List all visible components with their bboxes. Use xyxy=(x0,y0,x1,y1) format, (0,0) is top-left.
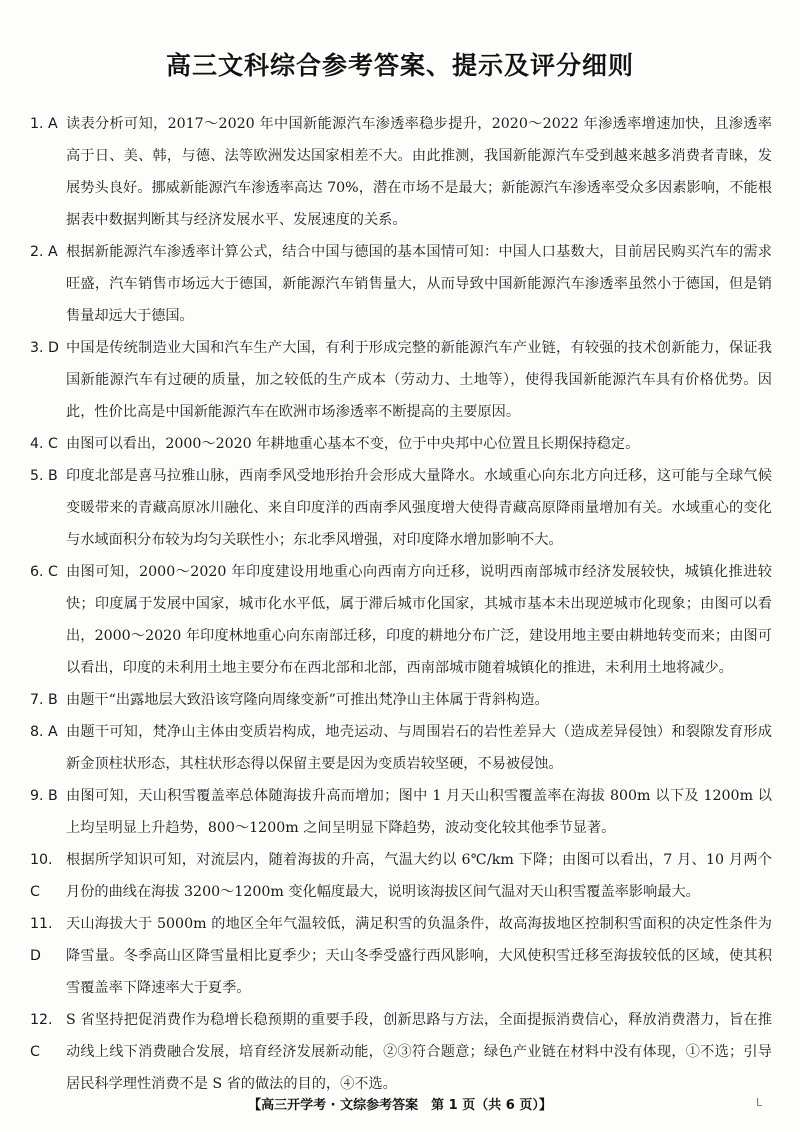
answer-item xyxy=(30,332,772,428)
answer-text: 根据所学知识可知，对流层内，随着海拔的升高，气温大约以 6℃/km 下降；由图可以看出，7 月、10 月两个月份的曲线在海拔 3200～1200m 变化幅度最大，说明该海拔区间气温对天山积雪覆盖率影响最大。 xyxy=(66,852,772,900)
answer-item xyxy=(30,556,772,684)
answer-text: 读表分析可知，2017～2020 年中国新能源汽车渗透率稳步提升，2020～2022 年渗透率增速加快，且渗透率高于日、美、韩，与德、法等欧洲发达国家相差不大。由此推测，我国新能源汽车受到越来越多消费者青睐，发展势头良好。挪威新能源汽车渗透率高达 70%，潜在市场不是最大；新能源汽车渗透率受众多因素影响，不能根据表中数据判断其与经济发展水平、发展速度的关系。 xyxy=(66,116,772,228)
answer-text: 由图可知，天山积雪覆盖率总体随海拔升高而增加；图中 1 月天山积雪覆盖率在海拔 800m 以下及 1200m 以上均呈明显上升趋势，800～1200m 之间呈明显下降趋势，波动变化较其他季节显著。 xyxy=(66,788,772,836)
answer-number: 2. A xyxy=(30,244,58,260)
answer-text: 印度北部是喜马拉雅山脉，西南季风受地形抬升会形成大量降水。水域重心向东北方向迁移，这可能与全球气候变暖带来的青藏高原冰川融化、来自印度洋的西南季风强度增大使得青藏高原降雨量增加有关。水域重心的变化与水域面积分布较为均匀关联性小；东北季风增强，对印度降水增加影响不大。 xyxy=(66,468,772,548)
answer-number: 12. C xyxy=(30,1012,53,1060)
page-footer: 【高三开学考 · 文综参考答案 第 1 页（共 6 页）】 xyxy=(248,1098,552,1113)
answer-item xyxy=(30,908,772,1004)
page-title: 高三文科综合参考答案、提示及评分细则 xyxy=(165,51,634,80)
answer-item xyxy=(30,236,772,332)
answer-number: 7. B xyxy=(30,692,58,708)
answer-number: 9. B xyxy=(30,788,58,804)
answer-item xyxy=(30,460,772,556)
answer-text: 根据新能源汽车渗透率计算公式，结合中国与德国的基本国情可知：中国人口基数大，目前居民购买汽车的需求旺盛，汽车销售市场远大于德国，新能源汽车销售量大，从而导致中国新能源汽车渗透率虽然小于德国，但是销售量却远大于德国。 xyxy=(66,244,772,324)
corner-mark: L xyxy=(756,1096,763,1109)
answer-text: 由图可以看出，2000～2020 年耕地重心基本不变，位于中央邦中心位置且长期保持稳定。 xyxy=(66,436,640,452)
answer-number: 10. C xyxy=(30,852,53,900)
answer-list xyxy=(30,108,772,1100)
answer-item xyxy=(30,108,772,236)
answer-number: 11. D xyxy=(30,916,53,964)
answer-number: 3. D xyxy=(30,340,59,356)
answer-item xyxy=(30,844,772,908)
answer-number: 5. B xyxy=(30,468,58,484)
answer-text: 由题干“出露地层大致沿该穹隆向周缘变新”可推出梵净山主体属于背斜构造。 xyxy=(66,692,549,708)
answer-number: 8. A xyxy=(30,724,58,740)
answer-text: S 省坚持把促消费作为稳增长稳预期的重要手段，创新思路与方法，全面提振消费信心，释放消费潜力，旨在推动线上线下消费融合发展，培育经济发展新动能，②③符合题意；绿色产业链在材料中没有体现，①不选；引导居民科学理性消费不是 S 省的做法的目的，④不选。 xyxy=(66,1012,772,1092)
answer-text: 天山海拔大于 5000m 的地区全年气温较低，满足积雪的负温条件，故高海拔地区控制积雪面积的决定性条件为降雪量。冬季高山区降雪量相比夏季少；天山冬季受盛行西风影响，大风使积雪迁移至海拔较低的区域，使其积雪覆盖率下降速率大于夏季。 xyxy=(66,916,772,996)
answer-number: 6. C xyxy=(30,564,58,580)
answer-number: 4. C xyxy=(30,436,58,452)
answer-item xyxy=(30,780,772,844)
answer-item xyxy=(30,428,772,460)
answer-text: 中国是传统制造业大国和汽车生产大国，有利于形成完整的新能源汽车产业链，有较强的技术创新能力，保证我国新能源汽车有过硬的质量，加之较低的生产成本（劳动力、土地等），使得我国新能源汽车具有价格优势。因此，性价比高是中国新能源汽车在欧洲市场渗透率不断提高的主要原因。 xyxy=(66,340,772,420)
answer-text: 由图可知，2000～2020 年印度建设用地重心向西南方向迁移，说明西南部城市经济发展较快，城镇化推进较快；印度属于发展中国家，城市化水平低，属于滞后城市化国家，其城市基本未出现逆城市化现象；由图可以看出，2000～2020 年印度林地重心向东南部迁移，印度的耕地分布广泛，建设用地主要由耕地转变而来；由图可以看出，印度的未利用土地主要分布在西北部和北部，西南部城市随着城镇化的推进，未利用土地将减少。 xyxy=(66,564,772,676)
answer-text: 由题干可知，梵净山主体由变质岩构成，地壳运动、与周围岩石的岩性差异大（造成差异侵蚀）和裂隙发育形成新金顶柱状形态，其柱状形态得以保留主要是因为变质岩较坚硬，不易被侵蚀。 xyxy=(66,724,772,772)
answer-number: 1. A xyxy=(30,116,58,132)
answer-item xyxy=(30,1004,772,1100)
answer-item xyxy=(30,716,772,780)
answer-item xyxy=(30,684,772,716)
